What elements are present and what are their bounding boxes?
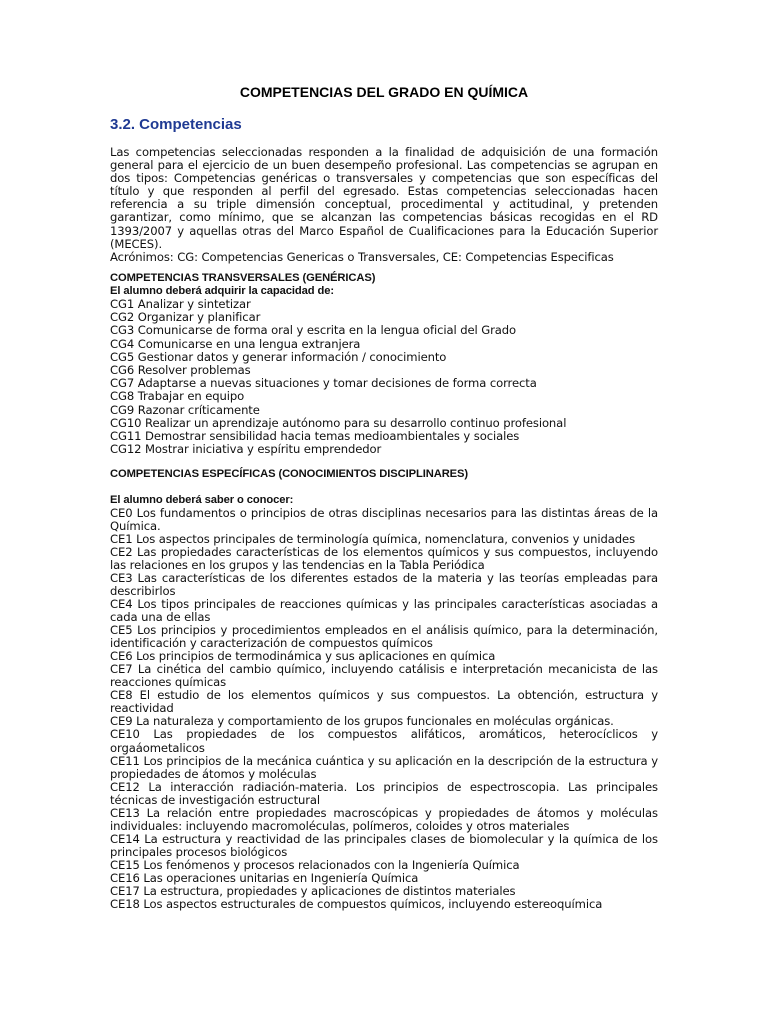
list-item: CG6 Resolver problemas <box>110 363 251 378</box>
list-item: CG5 Gestionar datos y generar información / conocimiento <box>110 349 447 364</box>
generic-competencies-intro: El alumno deberá adquirir la capacidad de: <box>110 284 334 297</box>
list-item: CE15 Los fenómenos y procesos relacionados con la Ingeniería Química <box>110 857 520 872</box>
list-item: CG7 Adaptarse a nuevas situaciones y tomar decisiones de forma correcta <box>110 376 537 391</box>
specific-competencies-intro: El alumno deberá saber o conocer: <box>110 493 294 506</box>
list-item: CE16 Las operaciones unitarias en Ingeniería Química <box>110 870 419 885</box>
list-item: CE2 Las propiedades características de los elementos químicos y sus compuestos, incluyendo las relaciones en los grupos y las tendencias en la Tabla Periódica <box>110 544 658 572</box>
acronyms-line: Acrónimos: CG: Competencias Genericas o Transversales, CE: Competencias Especificas <box>110 249 614 264</box>
list-item: CG10 Realizar un aprendizaje autónomo para su desarrollo continuo profesional <box>110 415 567 430</box>
list-item: CE12 La interacción radiación-materia. Los principios de espectroscopia. Las principales técnicas de investigación estructural <box>110 779 658 807</box>
list-item: CG9 Razonar críticamente <box>110 402 260 417</box>
list-item: CG8 Trabajar en equipo <box>110 389 245 404</box>
list-item: CE18 Los aspectos estructurales de compuestos químicos, incluyendo estereoquímica <box>110 897 603 912</box>
specific-competencies-list <box>110 507 658 911</box>
section-heading: 3.2. Competencias <box>110 116 242 133</box>
list-item: CE6 Los principios de termodinámica y sus aplicaciones en química <box>110 649 496 664</box>
list-item: CE9 La naturaleza y comportamiento de los grupos funcionales en moléculas orgánicas. <box>110 714 614 729</box>
list-item: CE8 El estudio de los elementos químicos y sus compuestos. La obtención, estructura y reactividad <box>110 688 658 716</box>
list-item: CG3 Comunicarse de forma oral y escrita en la lengua oficial del Grado <box>110 323 517 338</box>
list-item: CG1 Analizar y sintetizar <box>110 297 251 312</box>
list-item: CG4 Comunicarse en una lengua extranjera <box>110 336 361 351</box>
list-item: CG11 Demostrar sensibilidad hacia temas medioambientales y sociales <box>110 429 520 444</box>
list-item: CE0 Los fundamentos o principios de otras disciplinas necesarios para las distintas áreas de la Química. <box>110 505 658 533</box>
document-body <box>110 146 658 911</box>
list-item: CE4 Los tipos principales de reacciones químicas y las principales características asociadas a cada una de ellas <box>110 596 658 625</box>
list-item: CE10 Las propiedades de los compuestos alifáticos, aromáticos, heterocíclicos y orgaáometalicos <box>110 727 658 755</box>
list-item: CG2 Organizar y planificar <box>110 310 261 325</box>
list-item: CG12 Mostrar iniciativa y espíritu emprendedor <box>110 442 382 457</box>
list-item: CE17 La estructura, propiedades y aplicaciones de distintos materiales <box>110 884 516 899</box>
document-title: COMPETENCIAS DEL GRADO EN QUÍMICA <box>239 84 529 100</box>
generic-competencies-list <box>110 298 658 456</box>
list-item: CE7 La cinética del cambio químico, incluyendo catálisis e interpretación mecanicista de las reacciones químicas <box>110 662 658 690</box>
list-item: CE14 La estructura y reactividad de las principales clases de biomolecular y la química de los principales procesos biológicos <box>110 831 658 859</box>
list-item: CE13 La relación entre propiedades macroscópicas y propiedades de átomos y moléculas individuales: incluyendo macromoléculas, polímeros, coloides y otros materiales <box>110 805 658 833</box>
list-item: CE11 Los principios de la mecánica cuántica y su aplicación en la descripción de la estructura y propiedades de átomos y moléculas <box>110 753 658 781</box>
specific-competencies-heading: COMPETENCIAS ESPECÍFICAS (CONOCIMIENTOS DISCIPLINARES) <box>110 468 469 481</box>
generic-competencies-heading: COMPETENCIAS TRANSVERSALES (GENÉRICAS) <box>110 271 376 284</box>
list-item: CE3 Las características de los diferentes estados de la materia y las teorías empleadas para describirlos <box>110 570 658 598</box>
list-item: CE1 Los aspectos principales de terminología química, nomenclatura, convenios y unidades <box>110 531 636 546</box>
intro-paragraph: Las competencias seleccionadas responden a la finalidad de adquisición de una formación general para el ejercicio de un buen desempeño profesional. Las competencias se agrupan en dos tipos: Competencias genéricas o transversales y competencias que son específicas del título y que responden al perfil del egresado. Estas competencias seleccionadas hacen referencia a su triple dimensión conceptual, procedimental y actitudinal, y pretenden garantizar, como mínimo, que se alcanzan las competencias básicas recogidas en el RD 1393/2007 y aquellas otras del Marco Español de Cualificaciones para la Educación Superior (MECES). <box>110 145 658 251</box>
list-item: CE5 Los principios y procedimientos empleados en el análisis químico, para la determinación, identificación y caracterización de compuestos químicos <box>110 623 658 651</box>
